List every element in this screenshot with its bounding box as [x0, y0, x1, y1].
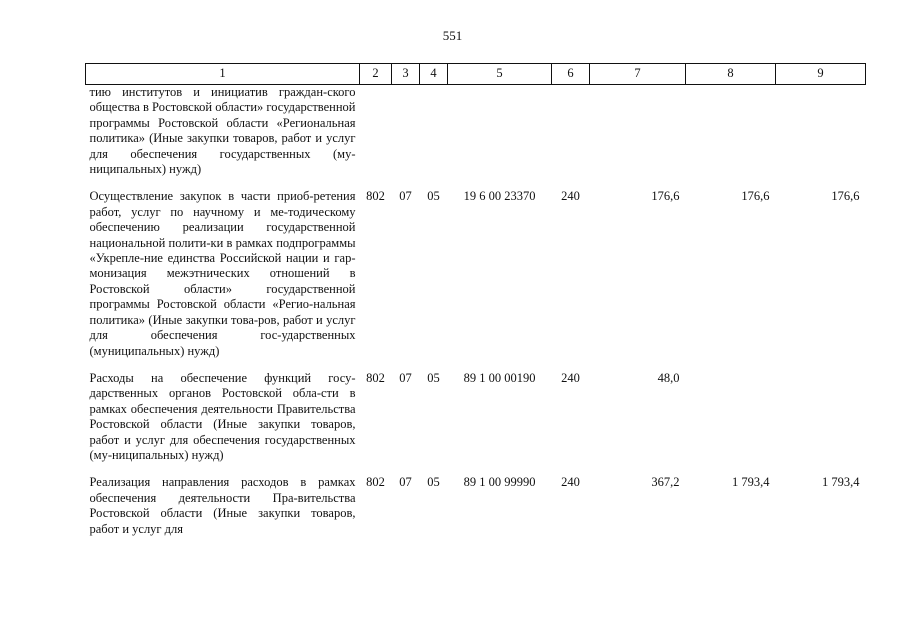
expense-type-code: 240: [561, 189, 580, 204]
expense-type-code: [552, 85, 590, 190]
column-header: 3: [392, 64, 420, 85]
subsection-code: [420, 85, 448, 190]
section-code: 07: [399, 189, 412, 204]
row-description: Осуществление закупок в части приоб-ретения работ, услуг по научному и ме-тодическому обеспечению реализации государственной национальной полити-ки в рамках подпрограммы «Укрепле-ние единства Российской нации и гар-монизация межэтнических отношений в Ростовской области» государственной программы Ростовской области «Регио-нальная политика» (Иные закупки това-ров, работ и услуг для обеспечения гос-ударственных (муниципальных) нужд): [89, 189, 356, 358]
amount-col-7: 48,0: [657, 370, 680, 385]
amount-col-9: [776, 85, 866, 190]
amount-col-7: 367,2: [651, 475, 680, 490]
ministry-code: 802: [366, 189, 385, 204]
target-article-code: [448, 85, 552, 190]
amount-col-9: 176,6: [831, 189, 860, 204]
amount-col-8: [686, 85, 776, 190]
amount-col-8: 1 793,4: [732, 475, 770, 490]
expense-type-code: 240: [561, 475, 580, 490]
amount-col-9: 1 793,4: [822, 475, 860, 490]
subsection-code: 05: [427, 189, 440, 204]
row-description: Реализация направления расходов в рамках обеспечения деятельности Пра-вительства Ростовской области (Иные закупки товаров, работ и услуг для: [89, 475, 356, 536]
amount-col-7: 176,6: [651, 189, 680, 204]
subsection-code: 05: [427, 370, 440, 385]
amount-col-9: [776, 371, 866, 475]
page-number: 551: [442, 28, 463, 43]
table-row: [86, 85, 866, 190]
target-article-code: 19 6 00 23370: [463, 189, 536, 204]
ministry-code: 802: [366, 475, 385, 490]
budget-table: [85, 63, 866, 549]
column-header: 7: [590, 64, 686, 85]
target-article-code: 89 1 00 00190: [463, 370, 536, 385]
table-row: [86, 189, 866, 370]
row-description: Расходы на обеспечение функций госу-дарственных органов Ростовской обла-сти в рамках обеспечения деятельности Правительства Ростовской области (Иные закупки товаров, работ и услуг для обеспечения государственных (му-ниципальных) нужд): [89, 370, 356, 462]
row-description: тию институтов и инициатив граждан-ского общества в Ростовской области» государственной программы Ростовской области «Региональная политика» (Иные закупки товаров, работ и услуг для обеспечения государственных (му-ниципальных) нужд): [89, 85, 356, 177]
section-code: 07: [399, 475, 412, 490]
section-code: [392, 85, 420, 190]
section-code: 07: [399, 370, 412, 385]
column-header: 9: [776, 64, 866, 85]
column-header: 6: [552, 64, 590, 85]
column-header: 4: [420, 64, 448, 85]
ministry-code: 802: [366, 370, 385, 385]
ministry-code: [360, 85, 392, 190]
column-number-header-row: [86, 64, 866, 85]
table-row: [86, 475, 866, 549]
target-article-code: 89 1 00 99990: [463, 475, 536, 490]
subsection-code: 05: [427, 475, 440, 490]
column-header: 1: [86, 64, 360, 85]
table-row: [86, 371, 866, 475]
column-header: 8: [686, 64, 776, 85]
amount-col-8: [686, 371, 776, 475]
column-header: 5: [448, 64, 552, 85]
amount-col-7: [590, 85, 686, 190]
amount-col-8: 176,6: [741, 189, 770, 204]
expense-type-code: 240: [561, 370, 580, 385]
column-header: 2: [360, 64, 392, 85]
